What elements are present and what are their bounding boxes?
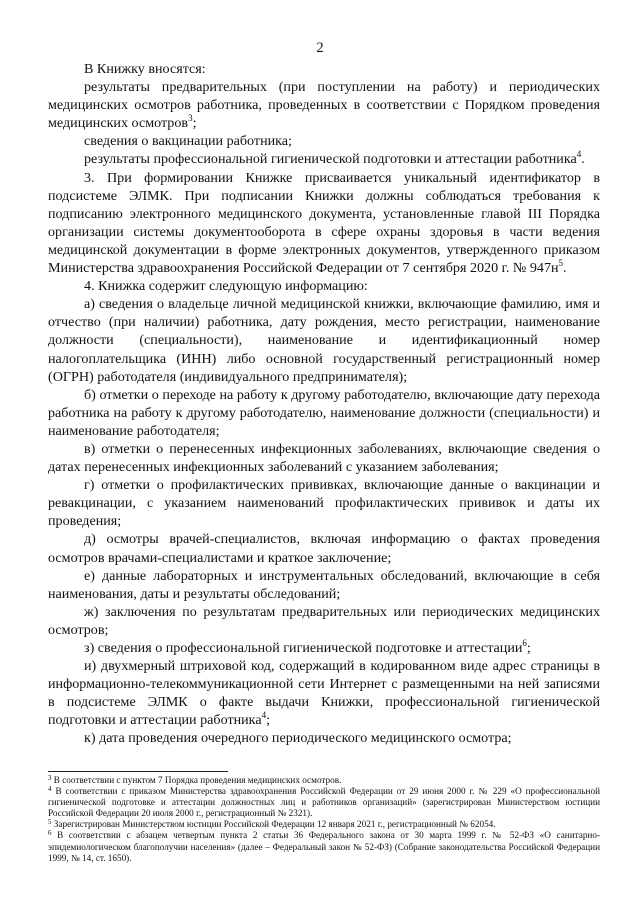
paragraph [48, 639, 600, 657]
paragraph [48, 657, 600, 729]
paragraph-tail: . [581, 151, 585, 168]
paragraph-text: результаты предварительных (при поступлении на работу) и периодических медицинских осмотров работника, проведенных в соответствии с Порядком проведения медицинских осмотров [48, 79, 600, 132]
paragraph-text: к) дата проведения очередного периодического медицинского осмотра; [84, 730, 512, 747]
paragraph-text: д) осмотры врачей-специалистов, включая информацию о фактах проведения осмотров врачами-специалистами и краткое заключение; [48, 531, 600, 566]
paragraph-text: в) отметки о перенесенных инфекционных заболеваниях, включающие сведения о датах перенесенных инфекционных заболеваний с указанием заболевания; [48, 440, 600, 476]
paragraph-text: а) сведения о владельце личной медицинской книжки, включающие фамилию, имя и отчество (при наличии) работника, дату рождения, место регистрации, наименование должности (специальности), наименование и идентификационный номер налогоплательщика (ИНН) либо основной государственный регистрационный номер (ОГРН) работодателя (индивидуального предпринимателя); [48, 296, 600, 385]
paragraph [48, 476, 600, 530]
paragraph-text: з) сведения о профессиональной гигиенической подготовке и аттестации [84, 640, 523, 656]
footnote-text: В соответствии с абзацем четвертым пункта 2 статьи 36 Федерального закона от 30 марта 1999 г. № 52-ФЗ «О санитарно-эпидемиологическом благополучии населения» (далее – Федеральный закон № 52-ФЗ) (Собрание законодательства Российской Федерации 1999, № 14, ст. 1650). [48, 830, 600, 863]
footnote-ref: 4 [261, 710, 267, 721]
paragraph [48, 60, 600, 78]
footnote-text: Зарегистрирован Министерством юстиции Российской Федерации 12 января 2021 г., регистрационный № 62054. [53, 819, 496, 830]
paragraph-text: 3. При формировании Книжке присваивается уникальный идентификатор в подсистеме ЭЛМК. При подписании Книжки должны соблюдаться требования к подписанию электронного медицинского документа, установленные главой III Порядка организации системы документооборота в сфере охраны здоровья в части ведения медицинской документации в форме электронных документов, утвержденного приказом Министерства здравоохранения Российской Федерации от 7 сентября 2020 г. № 947н [48, 169, 600, 277]
paragraph-text: сведения о вакцинации работника; [84, 133, 292, 150]
paragraph-text: е) данные лабораторных и инструментальных обследований, включающие в себя наименования, даты и результаты обследований; [48, 567, 600, 602]
paragraph [48, 530, 600, 566]
paragraph [48, 603, 600, 639]
paragraph [48, 440, 600, 476]
paragraph-text: ж) заключения по результатам предварительных или периодических медицинских осмотров; [48, 603, 600, 638]
paragraph-text: б) отметки о переходе на работу к другому работодателю, включающие дату перехода работника на работу к другому работодателю, наименование должности (специальности) и наименование работодателя; [48, 386, 600, 439]
paragraph-tail: ; [192, 115, 197, 132]
paragraph-text: результаты профессиональной гигиенической подготовки и аттестации работника [84, 151, 577, 168]
paragraph-text: 4. Книжка содержит следующую информацию: [84, 278, 368, 295]
footnote-ref: 3 [188, 113, 193, 124]
footnote [48, 830, 600, 863]
footnote-mark: 3 [48, 774, 52, 782]
paragraph [48, 567, 600, 603]
footnote-mark: 4 [48, 785, 52, 794]
footnote-text: В соответствии с приказом Министерства здравоохранения Российской Федерации от 29 июня 2000 г. № 229 «О профессиональной гигиенической подготовке и аттестации должностных лиц и работников организаций» (зарегистрирован Министерством юстиции Российской Федерации 20 июля 2000 г., регистрационный № 2321). [48, 786, 600, 819]
footnote [48, 786, 600, 819]
document-body [48, 60, 600, 748]
paragraph [48, 169, 600, 278]
paragraph [48, 132, 600, 150]
footnote-separator [48, 771, 228, 772]
page-number: 2 [316, 40, 324, 56]
paragraph-text: В Книжку вносятся: [84, 61, 206, 77]
paragraph-tail: ; [526, 640, 531, 656]
paragraph [48, 295, 600, 385]
footnote [48, 775, 600, 786]
footnote [48, 819, 600, 830]
footnote-mark: 6 [48, 829, 52, 838]
footnote-text: В соответствии с пунктом 7 Порядка проведения медицинских осмотров. [53, 775, 342, 785]
paragraph [48, 277, 600, 295]
paragraph-text: и) двухмерный штриховой код, содержащий в кодированном виде адрес страницы в информационно-телекоммуникационной сети Интернет с размещенными на ней записями в подсистеме ЭЛМК о факте выдачи Книжки, профессиональной гигиенической подготовки и аттестации работника [48, 658, 600, 729]
paragraph-tail: . [563, 260, 567, 277]
paragraph-text: г) отметки о профилактических прививках, включающие данные о вакцинации и ревакцинации, с указанием наименований профилактических прививок и даты их проведения; [48, 477, 600, 530]
footnote-ref: 5 [558, 258, 564, 269]
paragraph [48, 729, 600, 747]
footnote-mark: 5 [48, 818, 52, 827]
footnote-ref: 6 [522, 638, 527, 648]
paragraph [48, 386, 600, 440]
paragraph [48, 78, 600, 132]
paragraph-tail: ; [266, 712, 270, 729]
footnote-ref: 4 [576, 149, 582, 160]
footnotes [48, 775, 600, 864]
paragraph [48, 150, 600, 168]
